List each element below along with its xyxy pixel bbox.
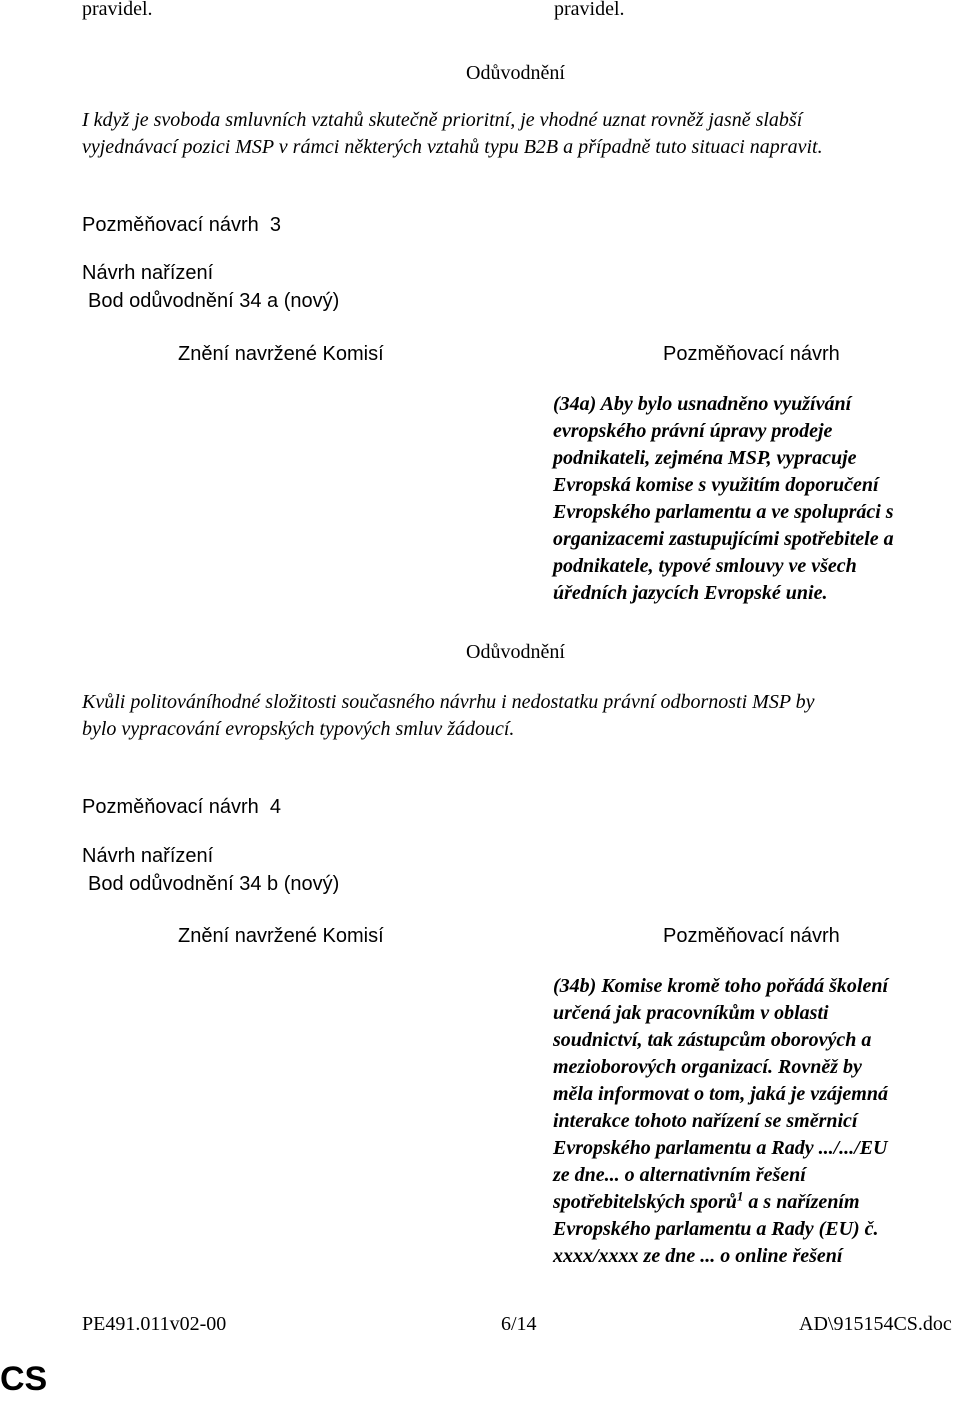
justification-heading: Odůvodnění bbox=[466, 641, 565, 663]
column-header-commission-text: Znění navržené Komisí bbox=[178, 925, 384, 947]
column-header-amendment: Pozměňovací návrh bbox=[663, 343, 840, 365]
justification-line: I když je svoboda smluvních vztahů skutečně prioritní, je vhodné uznat rovněž jasně slabší bbox=[82, 109, 803, 131]
amended-text-line: podnikateli, zejména MSP, vypracuje bbox=[553, 447, 857, 469]
footer-language-code: CS bbox=[0, 1360, 48, 1398]
amendment-number: Pozměňovací návrh 3 bbox=[82, 214, 281, 236]
amended-text-line: Evropského parlamentu a Rady .../.../EU bbox=[553, 1137, 888, 1159]
amended-text bbox=[553, 391, 958, 607]
amended-text-line: organizacemi zastupujícími spotřebitele a bbox=[553, 528, 894, 550]
amended-text-line: měla informovat o tom, jaká je vzájemná bbox=[553, 1083, 888, 1105]
recital-reference: Bod odůvodnění 34 a (nový) bbox=[88, 290, 340, 312]
footer-page-number: 6/14 bbox=[501, 1313, 537, 1335]
justification-text bbox=[82, 107, 942, 161]
proposal-title: Návrh nařízení bbox=[82, 262, 214, 284]
amended-text-line-with-footnote bbox=[553, 1189, 958, 1216]
amended-text-line: soudnictví, tak zástupcům oborových a bbox=[553, 1029, 872, 1051]
column-header-commission-text: Znění navržené Komisí bbox=[178, 343, 384, 365]
amended-text-line: Evropského parlamentu a ve spolupráci s bbox=[553, 501, 894, 523]
amended-text-line: interakce tohoto nařízení se směrnicí bbox=[553, 1110, 858, 1132]
footer-file-name: AD\915154CS.doc bbox=[799, 1313, 952, 1335]
justification-line: vyjednávací pozici MSP v rámci některých vztahů typu B2B a případně tuto situaci napravit. bbox=[82, 136, 823, 158]
footnote-reference[interactable]: 1 bbox=[736, 1188, 744, 1204]
amended-text-fragment: a s nařízením bbox=[743, 1191, 860, 1213]
amended-text-line: xxxx/xxxx ze dne ... o online řešení bbox=[553, 1245, 843, 1267]
justification-text bbox=[82, 689, 942, 743]
amended-text-line: určená jak pracovníkům v oblasti bbox=[553, 1002, 829, 1024]
amended-text bbox=[553, 973, 958, 1270]
prev-fragment-right: pravidel. bbox=[554, 0, 625, 20]
justification-line: bylo vypracování evropských typových smluv žádoucí. bbox=[82, 718, 515, 740]
recital-reference: Bod odůvodnění 34 b (nový) bbox=[88, 873, 340, 895]
amended-text-fragment: spotřebitelských sporů bbox=[553, 1191, 737, 1213]
column-header-amendment: Pozměňovací návrh bbox=[663, 925, 840, 947]
justification-heading: Odůvodnění bbox=[466, 62, 565, 84]
justification-line: Kvůli politováníhodné složitosti současného návrhu i nedostatku právní odbornosti MSP by bbox=[82, 691, 815, 713]
prev-fragment-left: pravidel. bbox=[82, 0, 153, 20]
amended-text-line: Evropského parlamentu a Rady (EU) č. bbox=[553, 1218, 879, 1240]
amendment-number: Pozměňovací návrh 4 bbox=[82, 796, 281, 818]
amended-text-line: evropského právní úpravy prodeje bbox=[553, 420, 833, 442]
amended-text-line: podnikatele, typové smlouvy ve všech bbox=[553, 555, 857, 577]
amended-text-line: mezioborových organizací. Rovněž by bbox=[553, 1056, 862, 1078]
amended-text-line: úředních jazycích Evropské unie. bbox=[553, 582, 828, 604]
proposal-title: Návrh nařízení bbox=[82, 845, 214, 867]
amended-text-line: Evropská komise s využitím doporučení bbox=[553, 474, 879, 496]
amended-text-line: (34a) Aby bylo usnadněno využívání bbox=[553, 393, 852, 415]
footer-document-reference: PE491.011v02-00 bbox=[82, 1313, 227, 1335]
amended-text-line: ze dne... o alternativním řešení bbox=[553, 1164, 806, 1186]
amended-text-line: (34b) Komise kromě toho pořádá školení bbox=[553, 975, 889, 997]
